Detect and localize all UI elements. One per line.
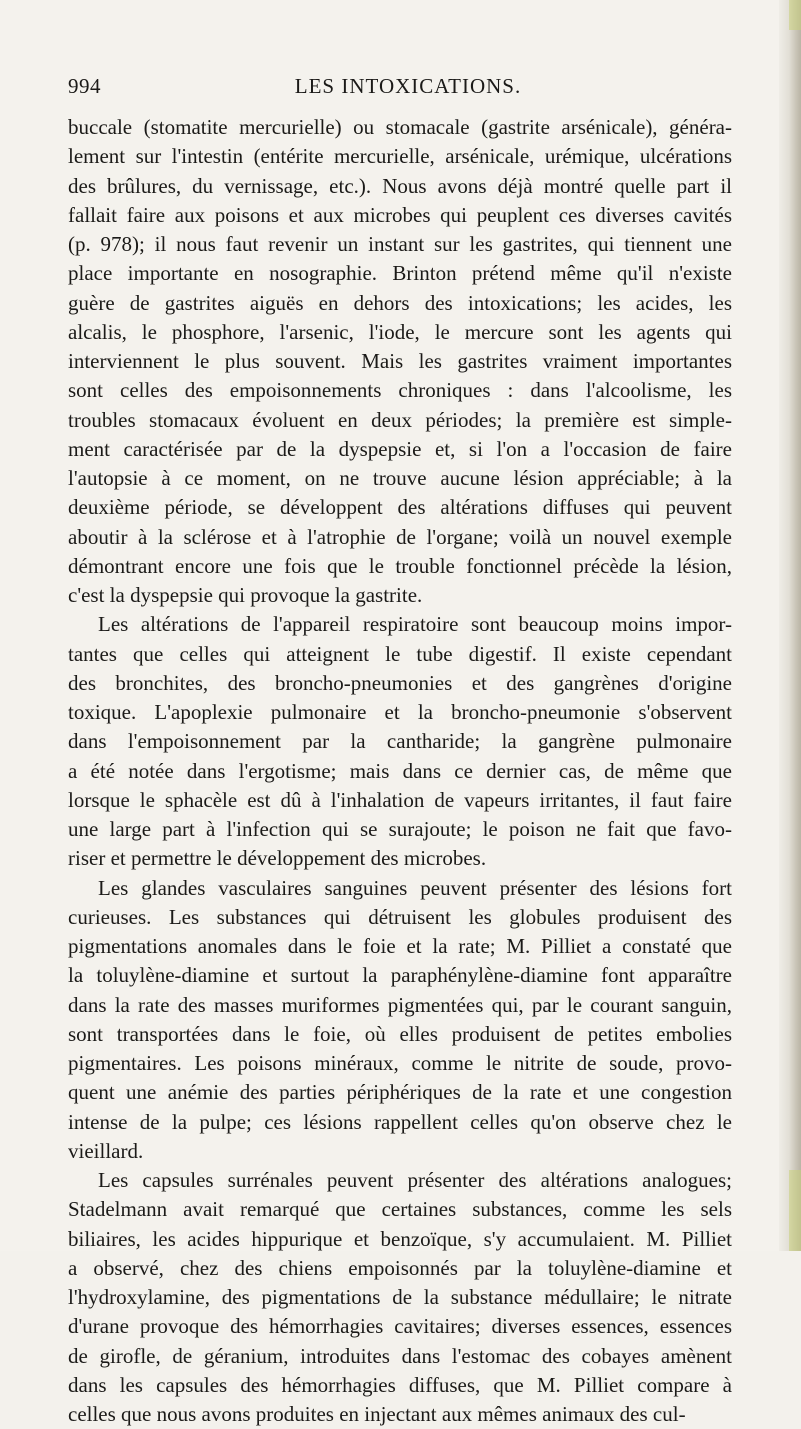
text-line: place importante en nosographie. Brinton prétend même qu'il n'existe xyxy=(68,261,732,286)
text-line: buccale (stomatite mercurielle) ou stomacale (gastrite arsénicale), généra- xyxy=(68,115,732,139)
text-line: intense de la pulpe; ces lésions rappellent celles qu'on observe chez le xyxy=(68,1109,732,1134)
text-line: dans les capsules des hémorrhagies diffuses, que M. Pilliet compare à xyxy=(68,1372,732,1397)
page-header xyxy=(68,74,748,102)
paragraph xyxy=(68,610,732,873)
text-line: pigmentations anomales dans le foie et la rate; M. Pilliet a constaté que xyxy=(68,934,732,958)
text-line: a observé, chez des chiens empoisonnés par la toluylène-diamine et xyxy=(68,1255,732,1280)
paragraph xyxy=(68,1166,732,1429)
text-line: Les altérations de l'appareil respiratoire sont beaucoup moins impor- xyxy=(98,612,732,637)
text-line: la toluylène-diamine et surtout la paraphénylène-diamine font apparaître xyxy=(68,963,732,988)
text-line: l'autopsie à ce moment, on ne trouve aucune lésion appréciable; à la xyxy=(68,466,732,490)
text-line: celles que nous avons produites en injectant aux mêmes animaux des cul- xyxy=(68,1402,686,1426)
text-line: troubles stomacaux évoluent en deux périodes; la première est simple- xyxy=(68,407,732,432)
text-line: Les capsules surrénales peuvent présenter des altérations analogues; xyxy=(98,1168,732,1192)
text-line: curieuses. Les substances qui détruisent les globules produisent des xyxy=(68,904,732,929)
text-line: toxique. L'apoplexie pulmonaire et la broncho-pneumonie s'observent xyxy=(68,700,732,724)
text-line: quent une anémie des parties périphériques de la rate et une congestion xyxy=(68,1080,732,1105)
page-number: 994 xyxy=(68,74,101,98)
page-edge-tint xyxy=(789,1170,801,1251)
text-line: deuxième période, se développent des altérations diffuses qui peuvent xyxy=(68,495,732,520)
text-line: Les glandes vasculaires sanguines peuvent présenter des lésions fort xyxy=(98,875,732,900)
text-line: c'est la dyspepsie qui provoque la gastrite. xyxy=(68,583,423,607)
text-line: des bronchites, des broncho-pneumonies et des gangrènes d'origine xyxy=(68,670,732,695)
text-line: sont celles des empoisonnements chroniques : dans l'alcoolisme, les xyxy=(68,378,732,403)
text-line: des brûlures, du vernissage, etc.). Nous avons déjà montré quelle part il xyxy=(68,173,732,198)
text-line: démontrant encore une fois que le trouble fonctionnel précède la lésion, xyxy=(68,553,732,578)
text-line: vieillard. xyxy=(68,1138,144,1163)
running-title: LES INTOXICATIONS. xyxy=(294,74,522,98)
text-line: tantes que celles qui atteignent le tube digestif. Il existe cependant xyxy=(68,641,732,666)
text-line: a été notée dans l'ergotisme; mais dans ce dernier cas, de même que xyxy=(68,758,732,783)
text-line: aboutir à la sclérose et à l'atrophie de l'organe; voilà un nouvel exemple xyxy=(68,524,732,549)
text-line: lement sur l'intestin (entérite mercurielle, arsénicale, urémique, ulcérations xyxy=(68,144,732,169)
text-line: une large part à l'infection qui se surajoute; le poison ne fait que favo- xyxy=(68,817,732,841)
text-line: dans la rate des masses muriformes pigmentées qui, par le courant sanguin, xyxy=(68,992,732,1017)
text-line: pigmentaires. Les poisons minéraux, comme le nitrite de soude, provo- xyxy=(68,1051,732,1075)
paragraph xyxy=(68,113,732,610)
text-line: ment caractérisée par de la dyspepsie et, si l'on a l'occasion de faire xyxy=(68,436,732,461)
text-line: d'urane provoque des hémorrhagies cavitaires; diverses essences, essences xyxy=(68,1314,732,1339)
text-line: lorsque le sphacèle est dû à l'inhalation de vapeurs irritantes, il faut faire xyxy=(68,787,732,812)
page-edge-tint xyxy=(789,0,801,30)
text-line: dans l'empoisonnement par la cantharide; la gangrène pulmonaire xyxy=(68,729,732,754)
text-line: l'hydroxylamine, des pigmentations de la substance médullaire; le nitrate xyxy=(68,1285,732,1309)
text-line: sont transportées dans le foie, où elles produisent de petites embolies xyxy=(68,1021,732,1046)
text-line: guère de gastrites aiguës en dehors des intoxications; les acides, les xyxy=(68,290,732,315)
text-line: alcalis, le phosphore, l'arsenic, l'iode, le mercure sont les agents qui xyxy=(68,319,732,344)
text-line: riser et permettre le développement des microbes. xyxy=(68,846,487,871)
text-line: fallait faire aux poisons et aux microbes qui peuplent ces diverses cavités xyxy=(68,202,732,227)
page-edge xyxy=(779,0,801,1251)
text-line: biliaires, les acides hippurique et benzoïque, s'y accumulaient. M. Pilliet xyxy=(68,1226,732,1251)
body-text xyxy=(68,113,732,1429)
paragraph xyxy=(68,874,732,1167)
text-line: interviennent le plus souvent. Mais les gastrites vraiment importantes xyxy=(68,349,732,373)
text-line: (p. 978); il nous faut revenir un instant sur les gastrites, qui tiennent une xyxy=(68,232,732,256)
text-line: Stadelmann avait remarqué que certaines substances, comme les sels xyxy=(68,1197,732,1222)
text-line: de girofle, de géranium, introduites dans l'estomac des cobayes amènent xyxy=(68,1343,732,1368)
